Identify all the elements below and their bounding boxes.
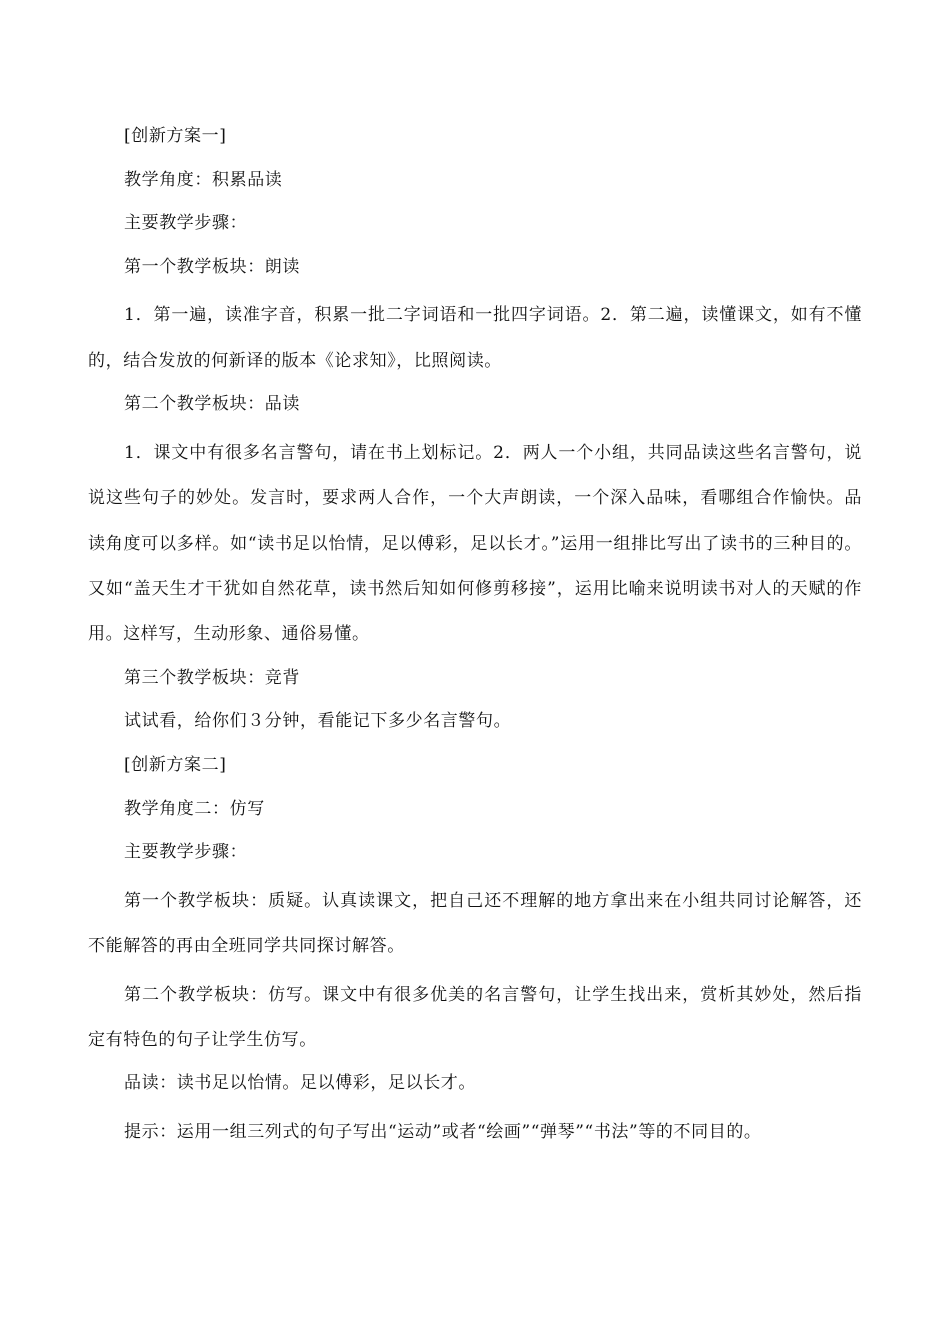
appreciation-example-line: 品读：读书足以怡情。足以傅彩，足以长才。 <box>124 1073 476 1094</box>
teaching-angle-line: 教学角度：积累品读 <box>124 169 283 190</box>
block-three-heading: 第三个教学板块：竞背 <box>124 667 300 688</box>
recitation-paragraph: 试试看，给你们３分钟，看能记下多少名言警句。 <box>124 711 512 732</box>
section-heading-plan-one: [创新方案一] <box>124 126 227 146</box>
hint-paragraph: 提示：运用一组三列式的句子写出“运动”或者“绘画”“弹琴”“书法”等的不同目的。 <box>124 1122 762 1142</box>
appreciation-paragraph: 1．课文中有很多名言警句，请在书上划标记。2．两人一个小组，共同品读这些名言警句，说说这些句子的妙处。发言时，要求两人合作，一个大声朗读，一个深入品味，看哪组合作愉快。品读角度可以多样。如“读书足以怡情，足以傅彩，足以长才。”运用一组排比写出了读书的三种目的。又如“盖天生才干犹如自然花草，读书然后知如何修剪移接”，运用比喻来说明读书对人的天赋的作用。这样写，生动形象、通俗易懂。 <box>88 442 862 645</box>
document-body <box>88 119 862 1158</box>
imitation-paragraph: 第二个教学板块：仿写。课文中有很多优美的名言警句，让学生找出来，赏析其妙处，然后指定有特色的句子让学生仿写。 <box>88 984 862 1050</box>
section-heading-plan-two: [创新方案二] <box>124 755 227 775</box>
main-steps-heading-two: 主要教学步骤： <box>124 842 248 863</box>
block-two-heading: 第二个教学板块：品读 <box>124 394 300 415</box>
questioning-paragraph: 第一个教学板块：质疑。认真读课文，把自己还不理解的地方拿出来在小组共同讨论解答，还不能解答的再由全班同学共同探讨解答。 <box>88 890 862 957</box>
block-one-heading: 第一个教学板块：朗读 <box>124 256 300 277</box>
reading-steps-paragraph: 1．第一遍，读准字音，积累一批二字词语和一批四字词语。2．第二遍，读懂课文，如有不懂的，结合发放的何新译的版本《论求知》，比照阅读。 <box>88 305 862 371</box>
teaching-angle-two-line: 教学角度二：仿写 <box>124 798 265 819</box>
main-steps-heading: 主要教学步骤： <box>124 213 248 234</box>
